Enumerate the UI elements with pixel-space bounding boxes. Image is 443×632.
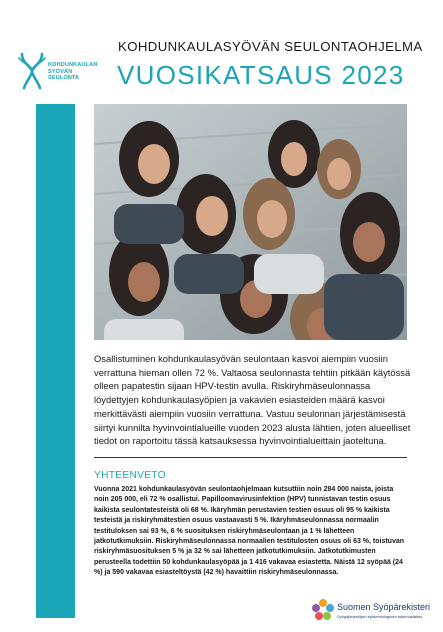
logo-wordmark bbox=[48, 62, 97, 82]
organization-tagline: Syöpäjärjestöjen epidemiologinen tutkimuslaitos bbox=[337, 614, 423, 619]
logo-line-1: KOHDUNKAULAN bbox=[48, 62, 98, 68]
summary-paragraph: Vuonna 2021 kohdunkaulasyövän seulontaohjelmaan kutsuttiin noin 284 000 naista, joista noin 205 000, eli 72 % osallistui. Papilloomavirusinfektion (HPV) tunnistavan testin osuus kaikista seulontatesteistä oli 68 %. Ikäryhmän perustavien testien osuus oli 95 % kaikista testeistä ja riskiryhmätestien osuus vastaavasti 5 %. Ikäryhmäseulonnassa normaalin testituloksen sai 93 %, 6 % suosituksen riskiryhmäseulontaan ja 1 % lähetteen jatkotutkimuksiin. Riskiryhmäseulonnassa normaalien testitulosten osuus oli 63 %, toistuvan riskiryhmäsuosituksen 5 % ja 32 % sai lähetteen jatkotutkimuksiin. Jatkotutkimusten perusteella todettiin 50 kohdunkaulasyöpää ja 1 416 vakavaa esiastetta. Näistä 12 syöpää (24 %) ja 590 vakavaa esiasteltöystä (42 %) havaittiin riskiryhmäseulonnassa. bbox=[94, 486, 405, 577]
ribbon-logo-icon bbox=[18, 52, 46, 90]
organization-logo bbox=[311, 598, 431, 624]
summary-heading: YHTEENVETO bbox=[94, 470, 166, 481]
program-logo bbox=[18, 52, 113, 92]
program-title: KOHDUNKAULASYÖVÄN SEULONTAOHJELMA bbox=[118, 39, 423, 54]
page-title: VUOSIKATSAUS 2023 bbox=[117, 60, 405, 90]
section-divider bbox=[94, 457, 407, 458]
cover-photo bbox=[94, 104, 407, 340]
logo-line-3: SEULONTA bbox=[48, 75, 80, 82]
accent-side-bar bbox=[36, 104, 75, 618]
intro-paragraph: Osallistuminen kohdunkaulasyövän seulontaan kasvoi aiempiin vuosiin verrattuna hieman ollen 72 %. Valtaosa seulonnasta tehtiin pitkään käytössä olleen papatestin sijaan HPV-testin avulla. Riskiryhmäseulonnassa löydettyjen kohdunkaulasyöpien ja vakavien esiasteiden määrä kasvoi merkittävästi aiempiin vuosiin verrattuna. Vastuu seulonnan järjestämisestä siirtyi kunnilta hyvinvointialueille vuoden 2023 alusta lähtien, joten alueelliset tiedot on raportoitu tässä katsauksessa hyvinvointialueittain jaoteltuna. bbox=[94, 353, 411, 447]
logo-line-2: SYÖVÄN bbox=[48, 68, 73, 75]
organization-name: Suomen Syöpärekisteri bbox=[337, 602, 431, 612]
registry-logo-icon bbox=[311, 598, 335, 622]
